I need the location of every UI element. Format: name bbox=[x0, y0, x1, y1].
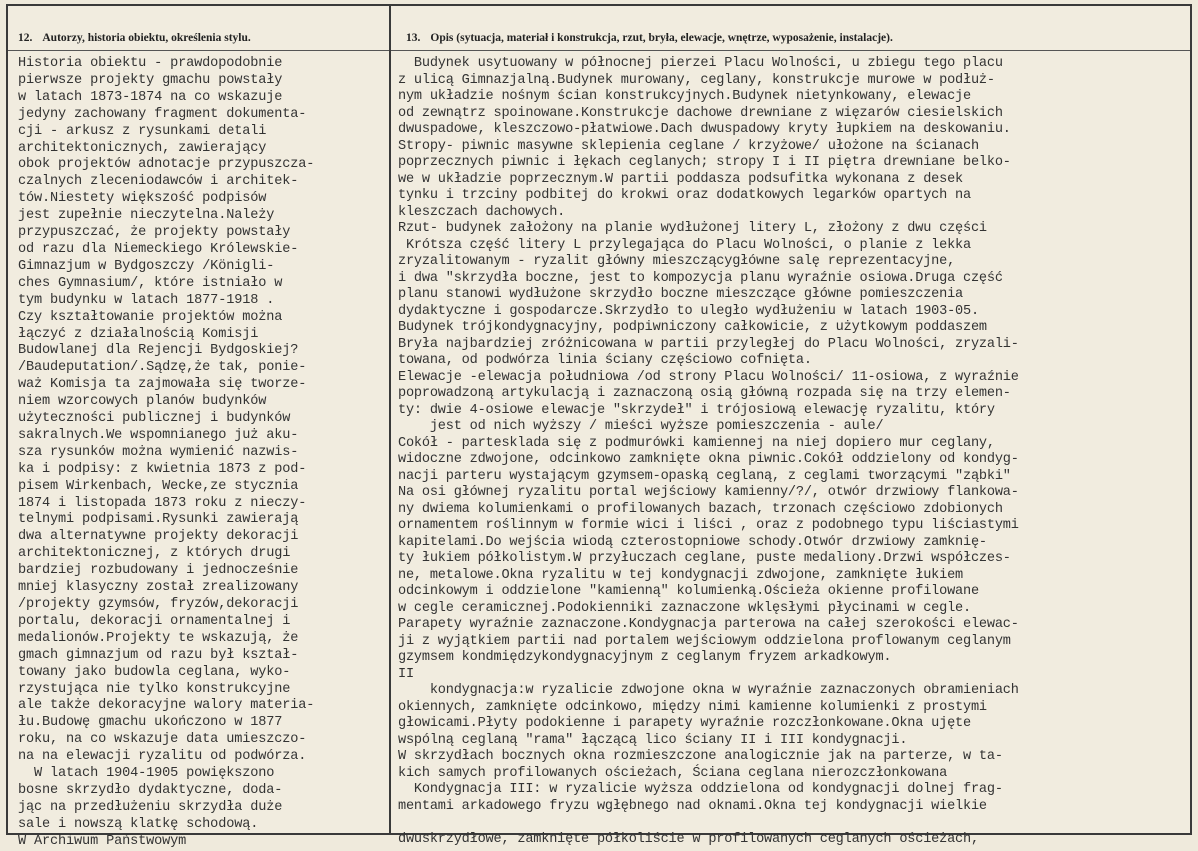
text-line: nacji parteru wystającym gzymsem-opaską ceglaną, z ceglami tworzącymi "ząbki" bbox=[398, 468, 1011, 484]
text-line: ty: dwie 4-osiowe elewacje "skrzydeł" i trójosiową elewację ryzalitu, który bbox=[398, 402, 995, 418]
text-line: czalnych zleceniodawców i architek- bbox=[18, 174, 299, 190]
text-line: pierwsze projekty gmachu powstały bbox=[18, 72, 283, 88]
text-line: ka i podpisy: z kwietnia 1873 z pod- bbox=[18, 461, 307, 477]
text-line: łączyć z działalnością Komisji bbox=[18, 326, 259, 342]
text-line: kleszczach dachowych. bbox=[398, 204, 566, 220]
text-line: od razu dla Niemeckiego Królewskie- bbox=[18, 241, 299, 257]
description-text-column bbox=[398, 56, 1190, 848]
text-line: dwuskrzydłowe, zamknięte półkoliście w profilowanych ceglanych ościeżach, bbox=[398, 831, 979, 847]
left-section-header bbox=[18, 32, 251, 44]
right-section-number: 13. bbox=[406, 32, 421, 44]
column-divider bbox=[389, 6, 391, 833]
text-line: kapitelami.Do wejścia wiodą czterostopniowe schody.Otwór drzwiowy zamknię- bbox=[398, 534, 987, 550]
text-line: mentami arkadowego fryzu wgłębnego nad oknami.Okna tej kondygnacji wielkie bbox=[398, 798, 987, 814]
text-line bbox=[398, 815, 1190, 832]
text-line: towana, od podwórza linia ściany częściowo cofnięta. bbox=[398, 353, 812, 368]
text-line: jest zupełnie nieczytelna.Należy bbox=[18, 208, 275, 224]
text-line: tynku i trzciny podbitej do krokwi oraz dodatkowych legarków opartych na bbox=[398, 188, 971, 203]
text-line: kondygnacja:w ryzalicie zdwojone okna w wyraźnie zaznaczonych obramieniach bbox=[398, 683, 1019, 698]
text-line: waż Komisja ta zajmowała się tworze- bbox=[18, 377, 307, 393]
text-line: roku, na co wskazuje data umieszczo- bbox=[18, 732, 307, 748]
text-line: /projekty gzymsów, fryzów,dekoracji bbox=[18, 597, 299, 612]
text-line: gmach gimnazjum od razu był kształ- bbox=[18, 647, 299, 663]
text-line: dydaktyczne i gospodarcze.Skrzydło to uległo wydłużeniu w latach 1903-05. bbox=[398, 303, 979, 319]
text-line: II bbox=[398, 666, 414, 682]
text-line: Elewacje -elewacja południowa /od strony Placu Wolności/ 11-osiowa, z wyraźnie bbox=[398, 369, 1019, 385]
text-line: ty łukiem półkolistym.W przyłuczach ceglane, puste medaliony.Drzwi współczes- bbox=[398, 551, 1011, 566]
text-line: przypuszczać, że projekty powstały bbox=[18, 225, 291, 241]
history-text-column bbox=[18, 56, 384, 851]
text-line: głowicami.Płyty podokienne i parapety wyraźnie rozczłonkowane.Okna ujęte bbox=[398, 716, 971, 731]
text-line: pisem Wirkenbach, Wecke,ze stycznia bbox=[18, 478, 299, 494]
text-line: Krótsza część litery L przylegająca do Placu Wolności, o planie z lekka bbox=[398, 237, 971, 253]
text-line: Budynek usytuowany w północnej pierzei Placu Wolności, u zbiegu tego placu bbox=[398, 56, 1003, 71]
text-line: zryzalitowanym - ryzalit główny mieszczącygłówne salę reprezentacyjne, bbox=[398, 254, 956, 269]
text-line: i dwa "skrzydła boczne, jest to kompozycja planu wyraźnie osiowa.Druga część bbox=[398, 270, 1003, 286]
text-line: nym układzie nośnym ścian konstrukcyjnych.Budynek nietynkowany, elewacje bbox=[398, 89, 971, 104]
text-line: Czy kształtowanie projektów można bbox=[18, 309, 283, 325]
text-line: z ulicą Gimnazjalną.Budynek murowany, ceglany, konstrukcje murowe w podłuż- bbox=[398, 72, 995, 88]
text-line: Historia obiektu - prawdopodobnie bbox=[18, 56, 283, 71]
text-line: we w układzie poprzecznym.W partii poddasza podsufitka wykonana z desek bbox=[398, 171, 963, 187]
text-line: sale i nowszą klatkę schodową. bbox=[18, 816, 259, 832]
text-line: poprowadzoną artykulacją i zaznaczoną osią główną rozpada się na trzy elemen- bbox=[398, 386, 1011, 401]
text-line: mniej klasyczny został zrealizowany bbox=[18, 580, 299, 596]
text-line: w latach 1873-1874 na co wskazuje bbox=[18, 89, 283, 105]
text-line: wspólną ceglaną "rama" łączącą lico ściany II i III kondygnacji. bbox=[398, 732, 908, 748]
text-line: widoczne zdwojone, odcinkowo zamknięte okna piwnic.Cokół oddzielony od kondyg- bbox=[398, 452, 1019, 467]
left-section-label: Autorzy, historia obiektu, określenia stylu. bbox=[42, 32, 251, 44]
text-line: niem wzorcowych planów budynków bbox=[18, 394, 267, 410]
right-header-rule bbox=[391, 50, 1190, 51]
text-line: poprzecznych piwnic i łękach ceglanych; stropy I i II piętra drewniane belko- bbox=[398, 155, 1011, 170]
text-line: tym budynku w latach 1877-1918 . bbox=[18, 292, 275, 308]
left-header-rule bbox=[8, 50, 389, 51]
right-section-header bbox=[406, 32, 893, 44]
text-line: Cokół - partesklada się z podmurówki kamiennej na niej dopiero mur ceglany, bbox=[398, 435, 995, 451]
inventory-card-sheet bbox=[6, 4, 1192, 849]
text-line: medalionów.Projekty te wskazują, że bbox=[18, 630, 299, 646]
text-line: ny dwiema kolumienkami o profilowanych bazach, trzonach częściowo zdobionych bbox=[398, 501, 1003, 517]
text-line: bosne skrzydło dydaktyczne, doda- bbox=[18, 782, 283, 798]
text-line: dwa alternatywne projekty dekoracji bbox=[18, 529, 299, 545]
text-line: telnymi podpisami.Rysunki zawierają bbox=[18, 512, 299, 528]
text-line: odcinkowym i oddzielone "kamienną" kolumienką.Ościeża okienne profilowane bbox=[398, 584, 979, 599]
text-line: Kondygnacja III: w ryzalicie wyższa oddzielona od kondygnacji dolnej frag- bbox=[398, 782, 1003, 797]
text-line: jedyny zachowany fragment dokumenta- bbox=[18, 106, 307, 122]
text-line: Rzut- budynek założony na planie wydłużonej litery L, złożony z dwu części bbox=[398, 221, 987, 236]
text-line: w cegle ceramicznej.Podokienniki zaznaczone wklęsłymi płycinami w cegle. bbox=[398, 600, 971, 616]
text-line: rzystująca nie tylko konstrukcyjne bbox=[18, 681, 291, 697]
text-line: ji z wyjątkiem partii nad portalem wejściowym oddzielona proflowanym ceglanym bbox=[398, 633, 1011, 649]
text-line: sza rysunków można wymienić nazwis- bbox=[18, 444, 299, 460]
text-line: Parapety wyraźnie zaznaczone.Kondygnacja parterowa na całej szerokości elewac- bbox=[398, 617, 1019, 632]
left-section-number: 12. bbox=[18, 32, 33, 44]
text-line: jąc na przedłużeniu skrzydła duże bbox=[18, 799, 283, 815]
text-line: ne, metalowe.Okna ryzalitu w tej kondygnacji zdwojone, zamknięte łukiem bbox=[398, 567, 963, 583]
text-line: towany jako budowla ceglana, wyko- bbox=[18, 664, 291, 680]
text-line: łu.Budowę gmachu ukończono w 1877 bbox=[18, 715, 283, 731]
text-line: Budowlanej dla Rejencji Bydgoskiej? bbox=[18, 343, 299, 359]
text-line: kich samych profilowanych ościeżach, Ściana ceglana nierozczłonkowana bbox=[398, 765, 948, 781]
text-line: /Baudeputation/.Sądzę,że tak, ponie- bbox=[18, 360, 307, 376]
right-section-label: Opis (sytuacja, materiał i konstrukcja, rzut, bryła, elewacje, wnętrze, wyposażenie, instalacje). bbox=[430, 32, 893, 44]
text-line: sakralnych.We wspomnianego już aku- bbox=[18, 427, 299, 443]
text-line: użyteczności publicznej i budynków bbox=[18, 411, 291, 427]
text-line: obok projektów adnotacje przypuszcza- bbox=[18, 157, 315, 173]
text-line: tów.Niestety większość podpisów bbox=[18, 191, 267, 207]
text-line: bardziej rozbudowany i jednocześnie bbox=[18, 563, 299, 579]
text-line: Na osi głównej ryzalitu portal wejściowy kamienny/?/, otwór drzwiowy flankowa- bbox=[398, 485, 1019, 500]
text-line: Bryła najbardziej zróżnicowana w partii przyległej do Placu Wolności, zryzali- bbox=[398, 336, 1019, 352]
text-line: od zewnątrz spoinowane.Konstrukcje dachowe drewniane z więzarów ciesielskich bbox=[398, 105, 1003, 121]
text-line: Stropy- piwnic masywne sklepienia ceglane / krzyżowe/ ułożone na ścianach bbox=[398, 138, 979, 154]
text-line: okiennych, zamknięte odcinkowo, między nimi kamienne kolumienki z prostymi bbox=[398, 699, 987, 715]
text-line: planu stanowi wydłużone skrzydło boczne mieszczące główne pomieszczenia bbox=[398, 287, 963, 302]
text-line: ornamentem roślinnym w formie wici i liści , oraz z podobnego typu liściastymi bbox=[398, 518, 1019, 533]
text-line: portalu, dekoracji ornamentalnej i bbox=[18, 613, 291, 629]
text-line: dwuspadowe, kleszczowo-płatwiowe.Dach dwuspadowy kryty łupkiem na deskowaniu. bbox=[398, 122, 1011, 137]
text-line: W Archiwum Państwowym bbox=[18, 833, 187, 849]
text-line: architektonicznej, z których drugi bbox=[18, 546, 291, 562]
text-line: na na elewacji ryzalitu od podwórza. bbox=[18, 749, 307, 765]
text-line: cji - arkusz z rysunkami detali bbox=[18, 123, 267, 139]
text-line: Gimnazjum w Bydgoszczy /Königli- bbox=[18, 258, 275, 274]
text-line: W latach 1904-1905 powiększono bbox=[18, 766, 275, 782]
text-line: W skrzydłach bocznych okna rozmieszczone analogicznie jak na parterze, w ta- bbox=[398, 749, 1003, 764]
text-line: jest od nich wyższy / mieści wyższe pomieszczenia - aule/ bbox=[398, 419, 884, 434]
text-line: architektonicznych, zawierający bbox=[18, 140, 267, 156]
text-line: ale także dekoracyjne walory materia- bbox=[18, 698, 315, 714]
text-line: gzymsem kondmiędzykondygnacyjnym z ceglanym fryzem arkadkowym. bbox=[398, 650, 892, 665]
text-line: Budynek trójkondygnacyjny, podpiwniczony całkowicie, z użytkowym poddaszem bbox=[398, 320, 987, 335]
text-line: 1874 i listopada 1873 roku z nieczy- bbox=[18, 495, 307, 511]
text-line: ches Gymnasium/, które istniało w bbox=[18, 275, 283, 291]
